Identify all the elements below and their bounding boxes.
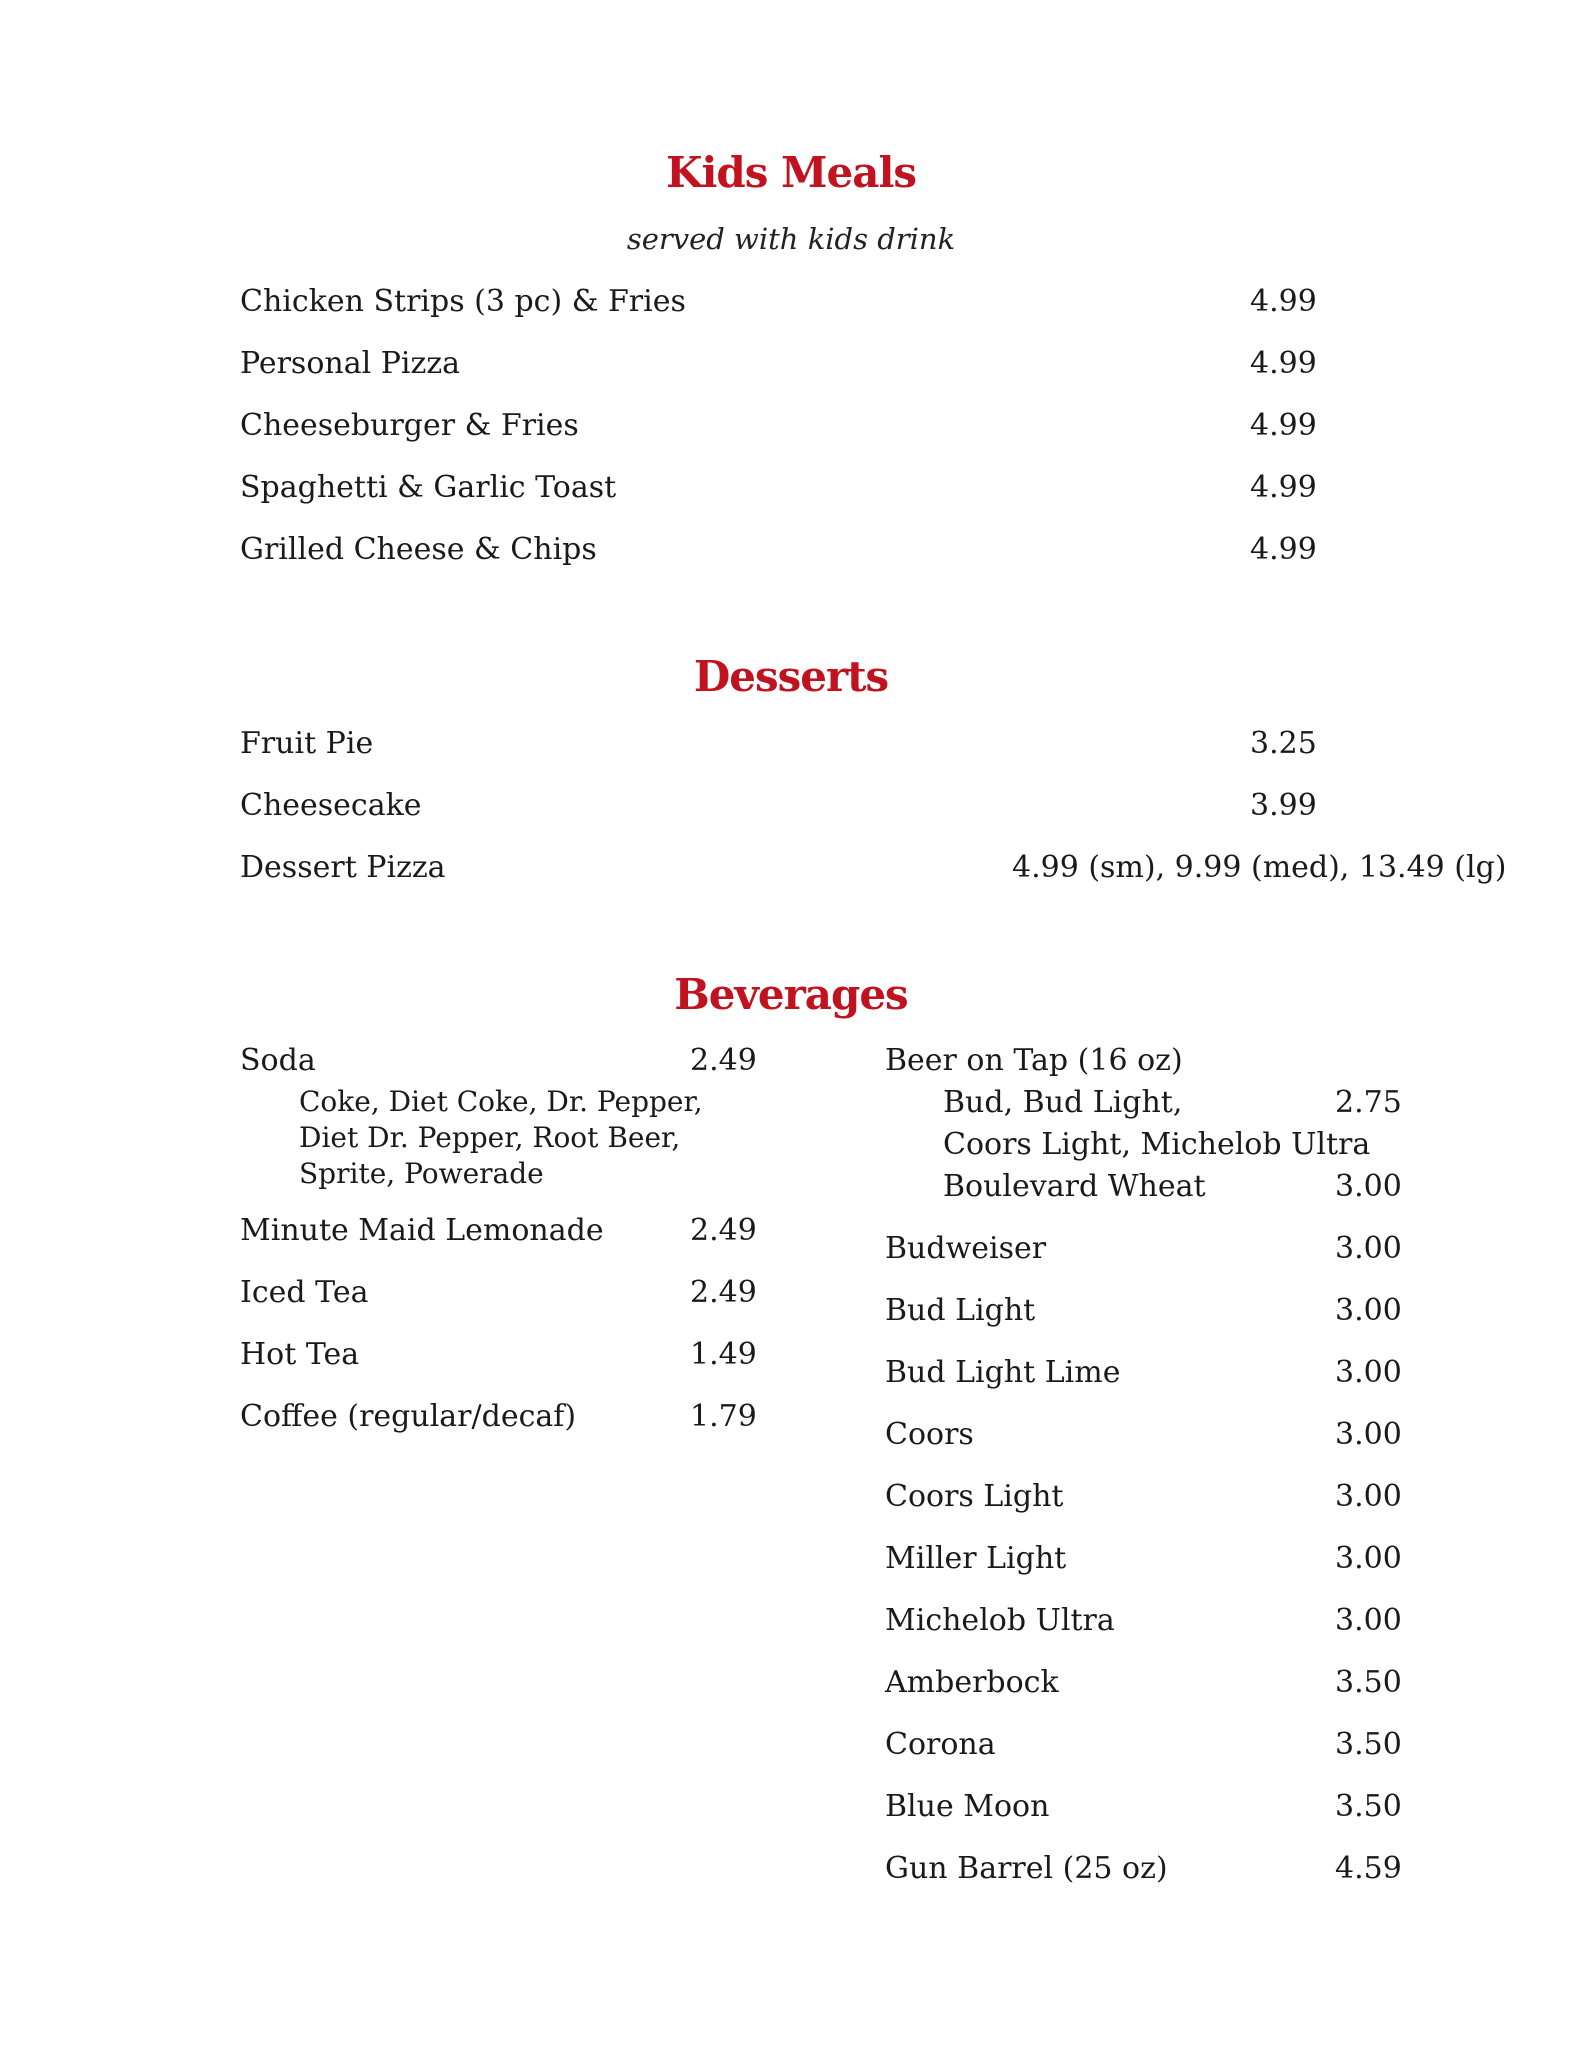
beer-on-tap-title: Beer on Tap (16 oz) (885, 1043, 1183, 1078)
soda-flavor-line: Diet Dr. Pepper, Root Beer, (299, 1121, 681, 1154)
item-name: Coors Light (885, 1479, 1064, 1514)
item-name: Soda (240, 1043, 316, 1078)
item-price: 2.75 (1335, 1085, 1402, 1120)
item-price: 3.00 (1335, 1231, 1402, 1266)
item-price: 4.59 (1335, 1851, 1402, 1886)
item-price: 3.00 (1335, 1293, 1402, 1328)
item-price: 3.00 (1335, 1417, 1402, 1452)
item-name: Iced Tea (240, 1275, 369, 1310)
item-price: 3.00 (1335, 1355, 1402, 1390)
item-price: 3.99 (1250, 788, 1317, 823)
item-name: Miller Light (885, 1541, 1067, 1576)
item-price: 3.00 (1335, 1479, 1402, 1514)
item-name: Michelob Ultra (885, 1603, 1115, 1638)
item-name: Coffee (regular/decaf) (240, 1399, 577, 1434)
item-price: 3.50 (1335, 1727, 1402, 1762)
item-price: 1.79 (690, 1399, 757, 1434)
soda-flavors (299, 1084, 703, 1192)
item-name: Coors (885, 1417, 974, 1452)
item-name: Cheeseburger & Fries (240, 408, 579, 443)
item-name: Bud Light Lime (885, 1355, 1121, 1390)
item-name: Bud, Bud Light, (943, 1085, 1183, 1120)
desserts-heading: Desserts (693, 652, 889, 701)
beverages-heading: Beverages (674, 970, 908, 1019)
soda-flavor-line: Sprite, Powerade (299, 1157, 544, 1190)
item-price: 3.00 (1335, 1169, 1402, 1204)
item-name: Personal Pizza (240, 346, 461, 381)
item-price: 1.49 (690, 1337, 757, 1372)
kids-meals-heading: Kids Meals (665, 148, 917, 197)
item-name: Grilled Cheese & Chips (240, 532, 597, 567)
item-price: 3.50 (1335, 1665, 1402, 1700)
item-name: Cheesecake (240, 788, 422, 823)
item-price: 4.99 (sm), 9.99 (med), 13.49 (lg) (1012, 850, 1507, 885)
item-name: Fruit Pie (240, 726, 374, 761)
tap-line: Coors Light, Michelob Ultra (943, 1127, 1371, 1162)
item-name: Chicken Strips (3 pc) & Fries (240, 284, 686, 319)
item-name: Budweiser (885, 1231, 1047, 1266)
item-price: 3.25 (1250, 726, 1317, 761)
item-name: Minute Maid Lemonade (240, 1213, 604, 1248)
item-price: 4.99 (1250, 284, 1317, 319)
item-name: Corona (885, 1727, 996, 1762)
kids-meals-subtitle: served with kids drink (626, 222, 956, 256)
item-price: 3.00 (1335, 1541, 1402, 1576)
item-price: 2.49 (690, 1275, 757, 1310)
item-name: Hot Tea (240, 1337, 360, 1372)
item-price: 3.00 (1335, 1603, 1402, 1638)
item-name: Amberbock (885, 1665, 1059, 1700)
item-price: 4.99 (1250, 470, 1317, 505)
item-name: Spaghetti & Garlic Toast (240, 470, 617, 505)
item-price: 4.99 (1250, 408, 1317, 443)
item-price: 2.49 (690, 1213, 757, 1248)
item-name: Boulevard Wheat (943, 1169, 1206, 1204)
item-name: Bud Light (885, 1293, 1036, 1328)
item-name: Gun Barrel (25 oz) (885, 1851, 1168, 1886)
item-price: 4.99 (1250, 346, 1317, 381)
item-price: 2.49 (690, 1043, 757, 1078)
item-price: 3.50 (1335, 1789, 1402, 1824)
item-price: 4.99 (1250, 532, 1317, 567)
soda-flavor-line: Coke, Diet Coke, Dr. Pepper, (299, 1085, 703, 1118)
item-name: Blue Moon (885, 1789, 1050, 1824)
item-name: Dessert Pizza (240, 850, 446, 885)
